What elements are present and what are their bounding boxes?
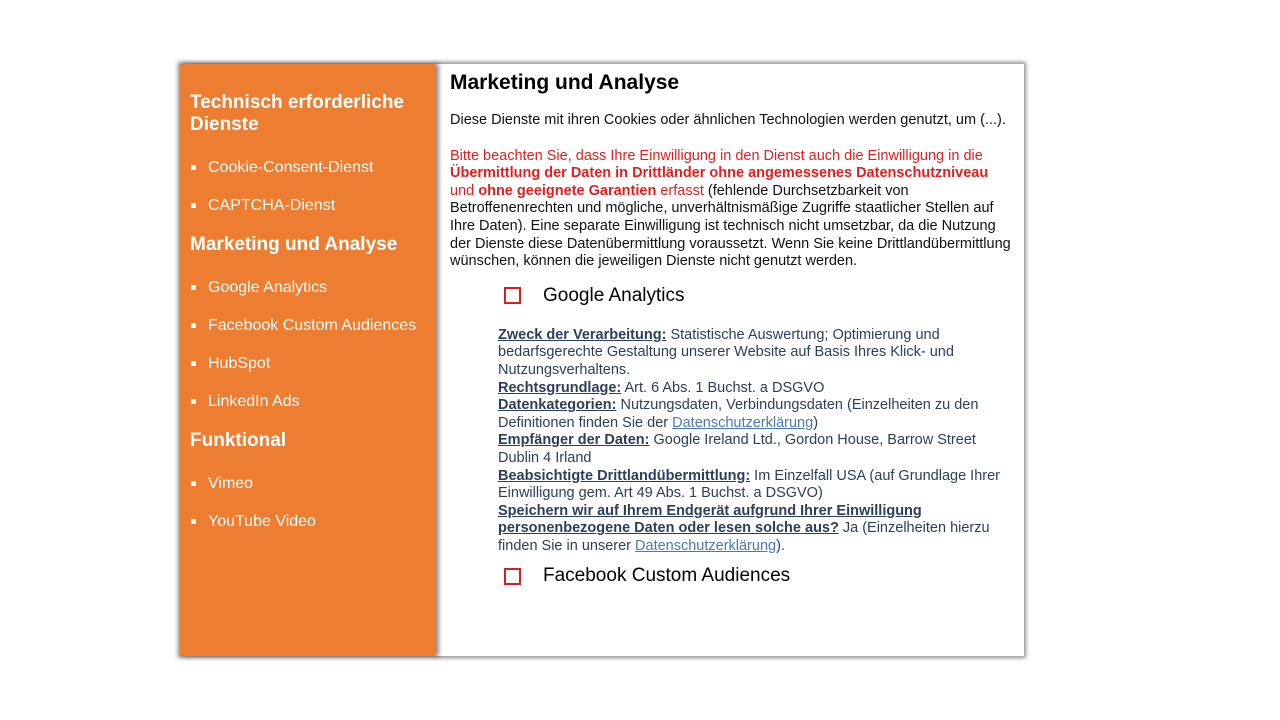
sidebar-group-technical [190,92,426,216]
bullet-icon [191,361,196,366]
third-country-notice: Bitte beachten Sie, dass Ihre Einwilligung in den Dienst auch die Einwilligung in die Übermittlung der Daten in Drittländer ohne angemessenes Datenschutzniveau und ohne geeignete Garantien erfasst (fehlende Durchsetzbarkeit von Betroffenenrechten und mögliche, unverhältnismäßige Zugriffe staatlicher Stellen auf Ihre Daten). Eine separate Einwilligung ist technisch nicht umsetzbar, da die Nutzung der Dienste diese Datenübermittlung voraussetzt. Wenn Sie keine Drittlandübermittlung wünschen, können die jeweiligen Dienste nicht genutzt werden. [450,147,1011,270]
section-title: Marketing und Analyse [450,71,680,94]
service-google-analytics [504,285,1016,307]
sidebar-item-google-analytics[interactable]: Google Analytics [190,278,426,298]
detail-legal-basis: Rechtsgrundlage: Art. 6 Abs. 1 Buchst. a DSGVO [498,379,825,396]
sidebar-item-facebook-custom-audiences[interactable]: Facebook Custom Audiences [190,316,426,336]
sidebar-item-hubspot[interactable]: HubSpot [190,354,426,374]
detail-recipient: Empfänger der Daten: Google Ireland Ltd., Gordon House, Barrow Street Dublin 4 Irland [498,432,976,466]
service-name: Facebook Custom Audiences [543,565,791,587]
sidebar-heading-marketing[interactable]: Marketing und Analyse [190,234,398,255]
bullet-icon [191,399,196,404]
detail-data-categories: Datenkategorien: Nutzungsdaten, Verbindungsdaten (Einzelheiten zu den Definitionen finden Sie der Datenschutzerklärung) [498,397,979,431]
bullet-icon [191,481,196,486]
sidebar-heading-technical[interactable]: Technisch erforderliche Dienste [190,92,404,135]
sidebar-item-cookie-consent[interactable]: Cookie-Consent-Dienst [190,158,426,178]
service-name: Google Analytics [543,284,685,306]
sidebar-group-functional [190,430,426,532]
sidebar-item-captcha[interactable]: CAPTCHA-Dienst [190,196,426,216]
privacy-policy-link[interactable]: Datenschutzerklärung [672,414,814,431]
detail-purpose: Zweck der Verarbeitung: Statistische Auswertung; Optimierung und bedarfsgerechte Gestaltung unserer Website auf Basis Ihres Klick- und Nutzungsverhaltens. [498,326,954,378]
facebook-custom-audiences-checkbox[interactable] [504,568,521,585]
sidebar-item-youtube-video[interactable]: YouTube Video [190,512,426,532]
detail-third-country-transfer: Beabsichtigte Drittlandübermittlung: Im Einzelfall USA (auf Grundlage Ihrer Einwilligung gem. Art 49 Abs. 1 Buchst. a DSGVO) [498,467,1000,502]
sidebar-group-marketing [190,234,426,412]
sidebar-heading-functional[interactable]: Funktional [190,430,287,451]
google-analytics-checkbox[interactable] [504,287,521,304]
consent-dialog [180,64,1024,656]
intro-text: Diese Dienste mit ihren Cookies oder ähnlichen Technologien werden genutzt, um (...). [450,112,1006,128]
sidebar-item-linkedin-ads[interactable]: LinkedIn Ads [190,392,426,412]
bullet-icon [191,519,196,524]
main-content[interactable] [436,64,1024,656]
bullet-icon [191,203,196,208]
detail-device-storage: Speichern wir auf Ihrem Endgerät aufgrund Ihrer Einwilligung personenbezogene Daten oder lesen solche aus? Ja (Einzelheiten hierzu finden Sie in unserer Datenschutzerklärung). [498,502,990,554]
service-details-google-analytics [498,327,1016,556]
bullet-icon [191,165,196,170]
bullet-icon [191,285,196,290]
service-facebook-custom-audiences [504,565,1016,587]
bullet-icon [191,323,196,328]
sidebar [180,64,436,656]
sidebar-item-vimeo[interactable]: Vimeo [190,474,426,494]
privacy-policy-link[interactable]: Datenschutzerklärung [635,537,777,554]
